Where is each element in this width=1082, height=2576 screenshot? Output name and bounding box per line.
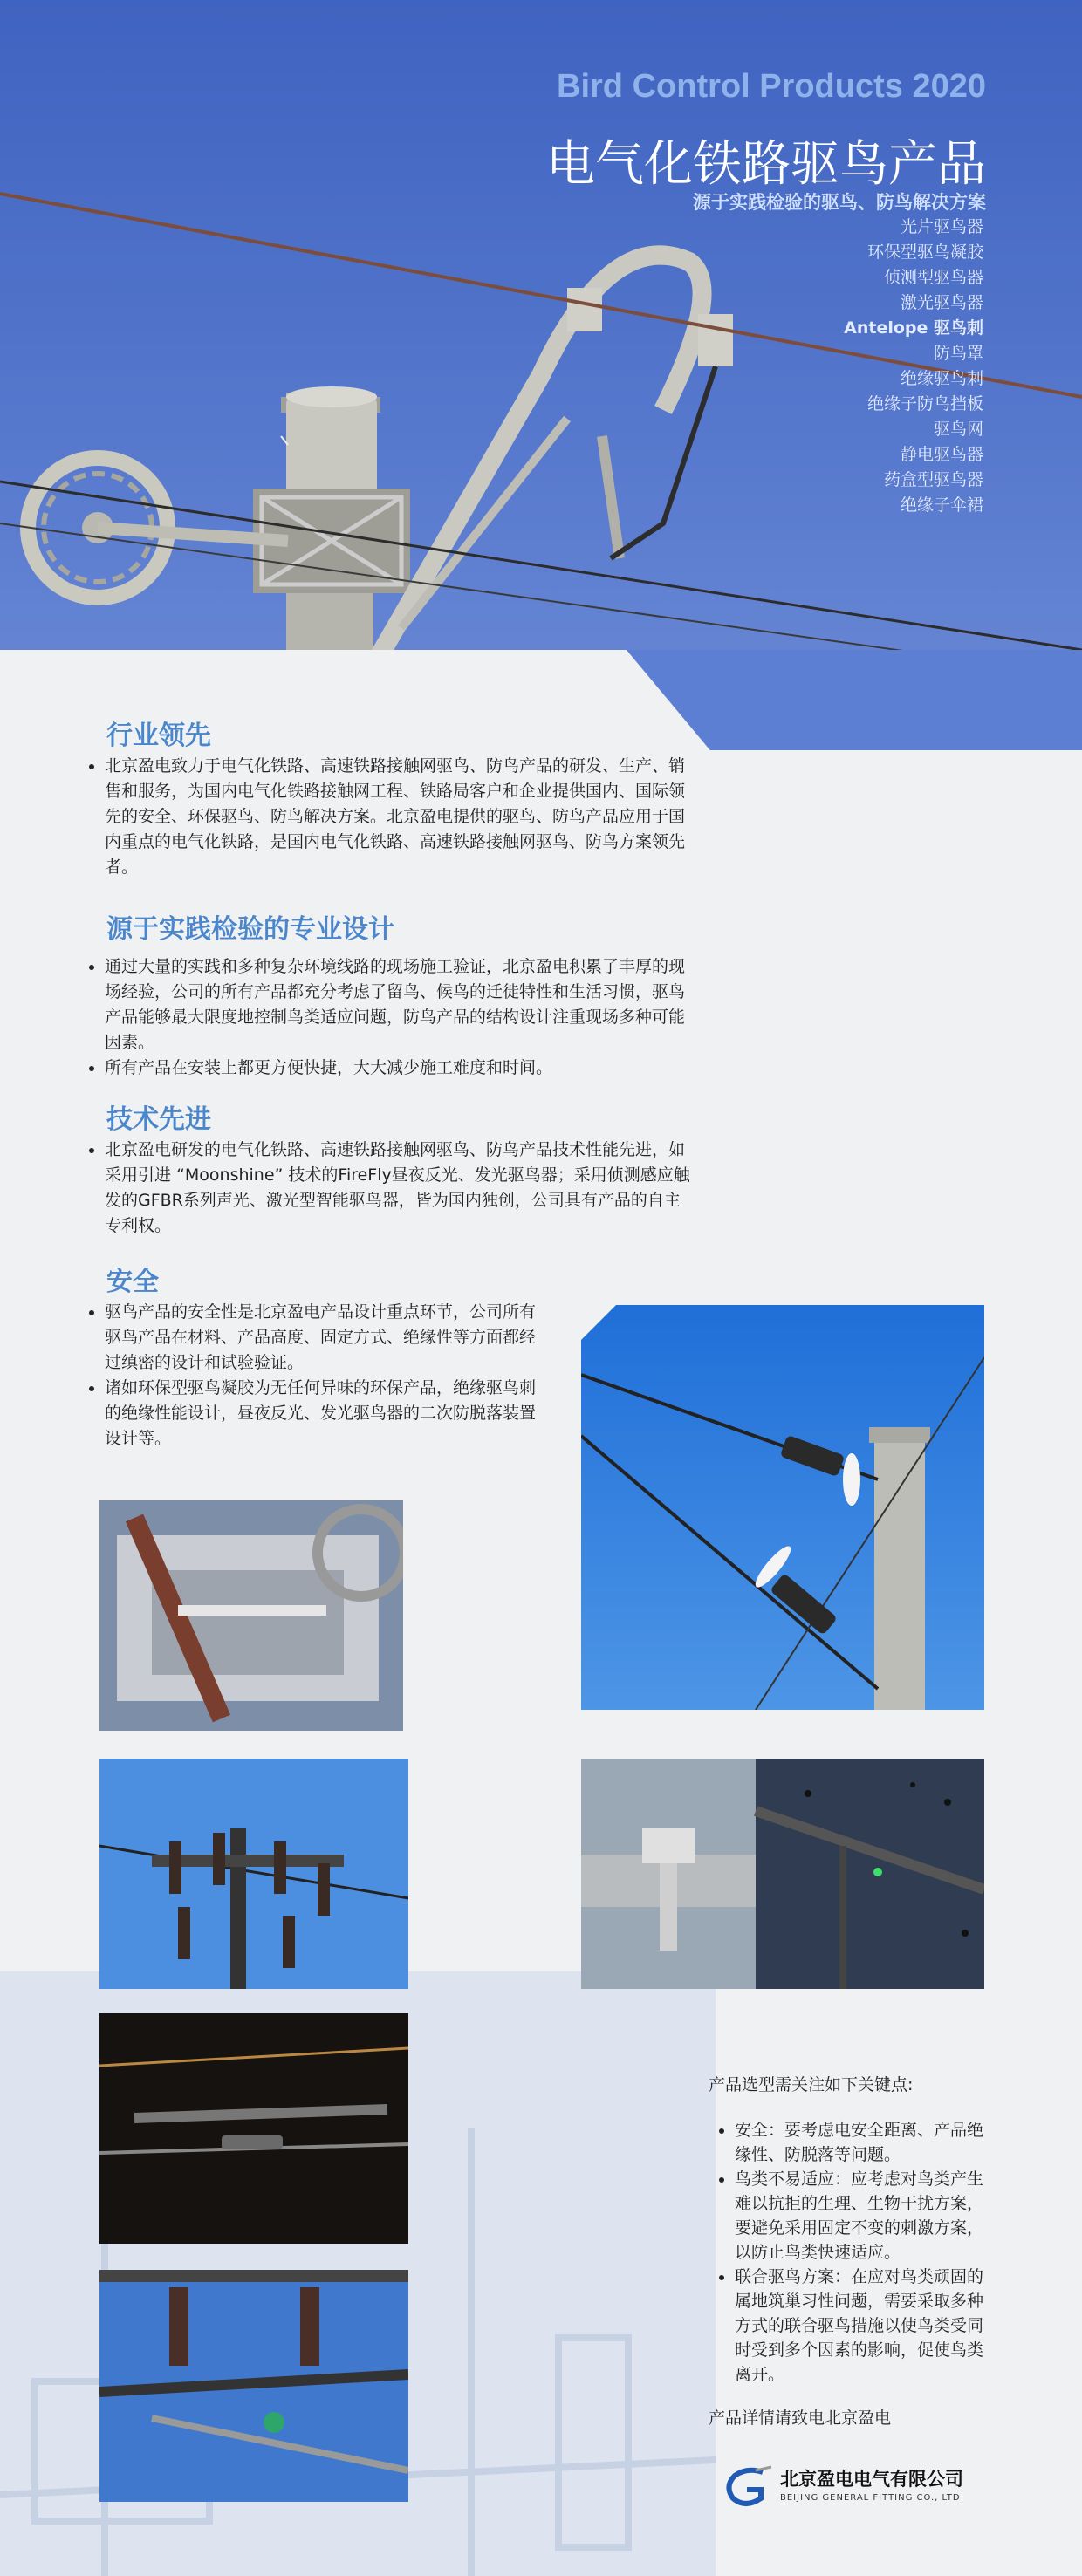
section-body-safety bbox=[77, 1300, 541, 1452]
selection-item: • 安全：要考虑电安全距离、产品绝缘性、防脱落等问题。 bbox=[735, 2118, 996, 2167]
product-item: 侦测型驱鸟器 bbox=[883, 268, 983, 287]
company-name-cn: 北京盈电电气有限公司 bbox=[780, 2469, 963, 2490]
bullet-item: • 通过大量的实践和多种复杂环境线路的现场施工验证，北京盈电积累了丰厚的现场经验，公司的所有产品都充分考虑了留鸟、候鸟的迁徙特性和生活习惯，驱鸟产品能够最大限度地控制鸟类适应问题，防鸟产品的结构设计注重现场多种可能因素。 bbox=[105, 954, 691, 1056]
product-item: 绝缘子防鸟挡板 bbox=[866, 394, 983, 413]
company-logo bbox=[721, 2462, 983, 2514]
product-item: 绝缘子伞裙 bbox=[900, 495, 983, 515]
contact-note: 产品详情请致电北京盈电 bbox=[709, 2409, 892, 2428]
section-title-industry-leader: 行业领先 bbox=[106, 721, 211, 751]
selection-notes bbox=[709, 2073, 996, 2430]
photo-night-catenary bbox=[99, 2013, 408, 2244]
product-item: 药盒型驱鸟器 bbox=[883, 470, 983, 489]
product-item: 光片驱鸟器 bbox=[900, 217, 983, 236]
product-item: 静电驱鸟器 bbox=[900, 445, 983, 464]
hero-banner bbox=[0, 0, 1082, 750]
photo-insulator-mast bbox=[581, 1305, 984, 1710]
section-body-industry-leader bbox=[77, 754, 691, 880]
photo-detection-devices bbox=[581, 1759, 984, 1989]
bullet-item: • 驱鸟产品的安全性是北京盈电产品设计重点环节，公司所有驱鸟产品在材料、产品高度、固定方式、绝缘性等方面都经过缜密的设计和试验验证。 bbox=[105, 1300, 541, 1376]
bullet-item: • 北京盈电研发的电气化铁路、高速铁路接触网驱鸟、防鸟产品技术性能先进，如采用引进 “Moonshine” 技术的FireFly昼夜反光、发光驱鸟器；采用侦测感应触发的GFBR系列声光、激光型智能驱鸟器，皆为国内独创，公司具有产品的自主专利权。 bbox=[105, 1138, 691, 1239]
product-item: 防鸟罩 bbox=[933, 344, 983, 363]
bullet-item: • 诸如环保型驱鸟凝胶为无任何异味的环保产品，绝缘驱鸟刺的绝缘性能设计，昼夜反光、发光驱鸟器的二次防脱落装置设计等。 bbox=[105, 1376, 541, 1452]
product-item: 环保型驱鸟凝胶 bbox=[866, 243, 983, 262]
selection-list bbox=[709, 2118, 996, 2387]
photo-insulator-closeup bbox=[99, 2270, 408, 2502]
selection-item: • 联合驱鸟方案：在应对鸟类顽固的属地筑巢习性问题，需要采取多种方式的联合驱鸟措施以使鸟类受同时受到多个因素的影响，促使鸟类离开。 bbox=[735, 2265, 996, 2387]
selection-heading: 产品选型需关注如下关键点: bbox=[709, 2075, 914, 2094]
bullet-item: • 北京盈电致力于电气化铁路、高速铁路接触网驱鸟、防鸟产品的研发、生产、销售和服务，为国内电气化铁路接触网工程、铁路局客户和企业提供国内、国际领先的安全、环保驱鸟、防鸟解决方案。北京盈电提供的驱鸟、防鸟产品应用于国内重点的电气化铁路，是国内电气化铁路、高速铁路接触网驱鸟、防鸟方案领先者。 bbox=[105, 754, 691, 880]
product-item: 绝缘驱鸟刺 bbox=[900, 369, 983, 388]
section-title-safety: 安全 bbox=[106, 1267, 159, 1297]
section-body-practical-design bbox=[77, 954, 691, 1081]
photo-switch-insulators bbox=[99, 1759, 408, 1989]
section-title-advanced-tech: 技术先进 bbox=[106, 1104, 211, 1135]
company-name-en: BEIJING GENERAL FITTING CO., LTD bbox=[780, 2493, 961, 2503]
bullet-item: • 所有产品在安装上都更方便快捷，大大减少施工难度和时间。 bbox=[105, 1056, 691, 1081]
logo-mark-icon bbox=[721, 2465, 773, 2509]
title-english: Bird Control Products 2020 bbox=[557, 68, 986, 105]
product-item: 驱鸟网 bbox=[933, 420, 983, 439]
title-chinese: 电气化铁路驱鸟产品 bbox=[546, 136, 986, 193]
selection-item: • 鸟类不易适应：应考虑对鸟类产生难以抗拒的生理、生物干扰方案，要避免采用固定不变的刺激方案，以防止鸟类快速适应。 bbox=[735, 2167, 996, 2265]
product-list bbox=[844, 215, 983, 518]
photo-insulator-bracket bbox=[99, 1500, 403, 1731]
product-item: 激光驱鸟器 bbox=[900, 293, 983, 312]
section-body-advanced-tech bbox=[77, 1138, 691, 1239]
hero-subtitle: 源于实践检验的驱鸟、防鸟解决方案 bbox=[693, 192, 986, 213]
section-title-practical-design: 源于实践检验的专业设计 bbox=[106, 914, 394, 945]
product-item: Antelope 驱鸟刺 bbox=[844, 318, 983, 338]
